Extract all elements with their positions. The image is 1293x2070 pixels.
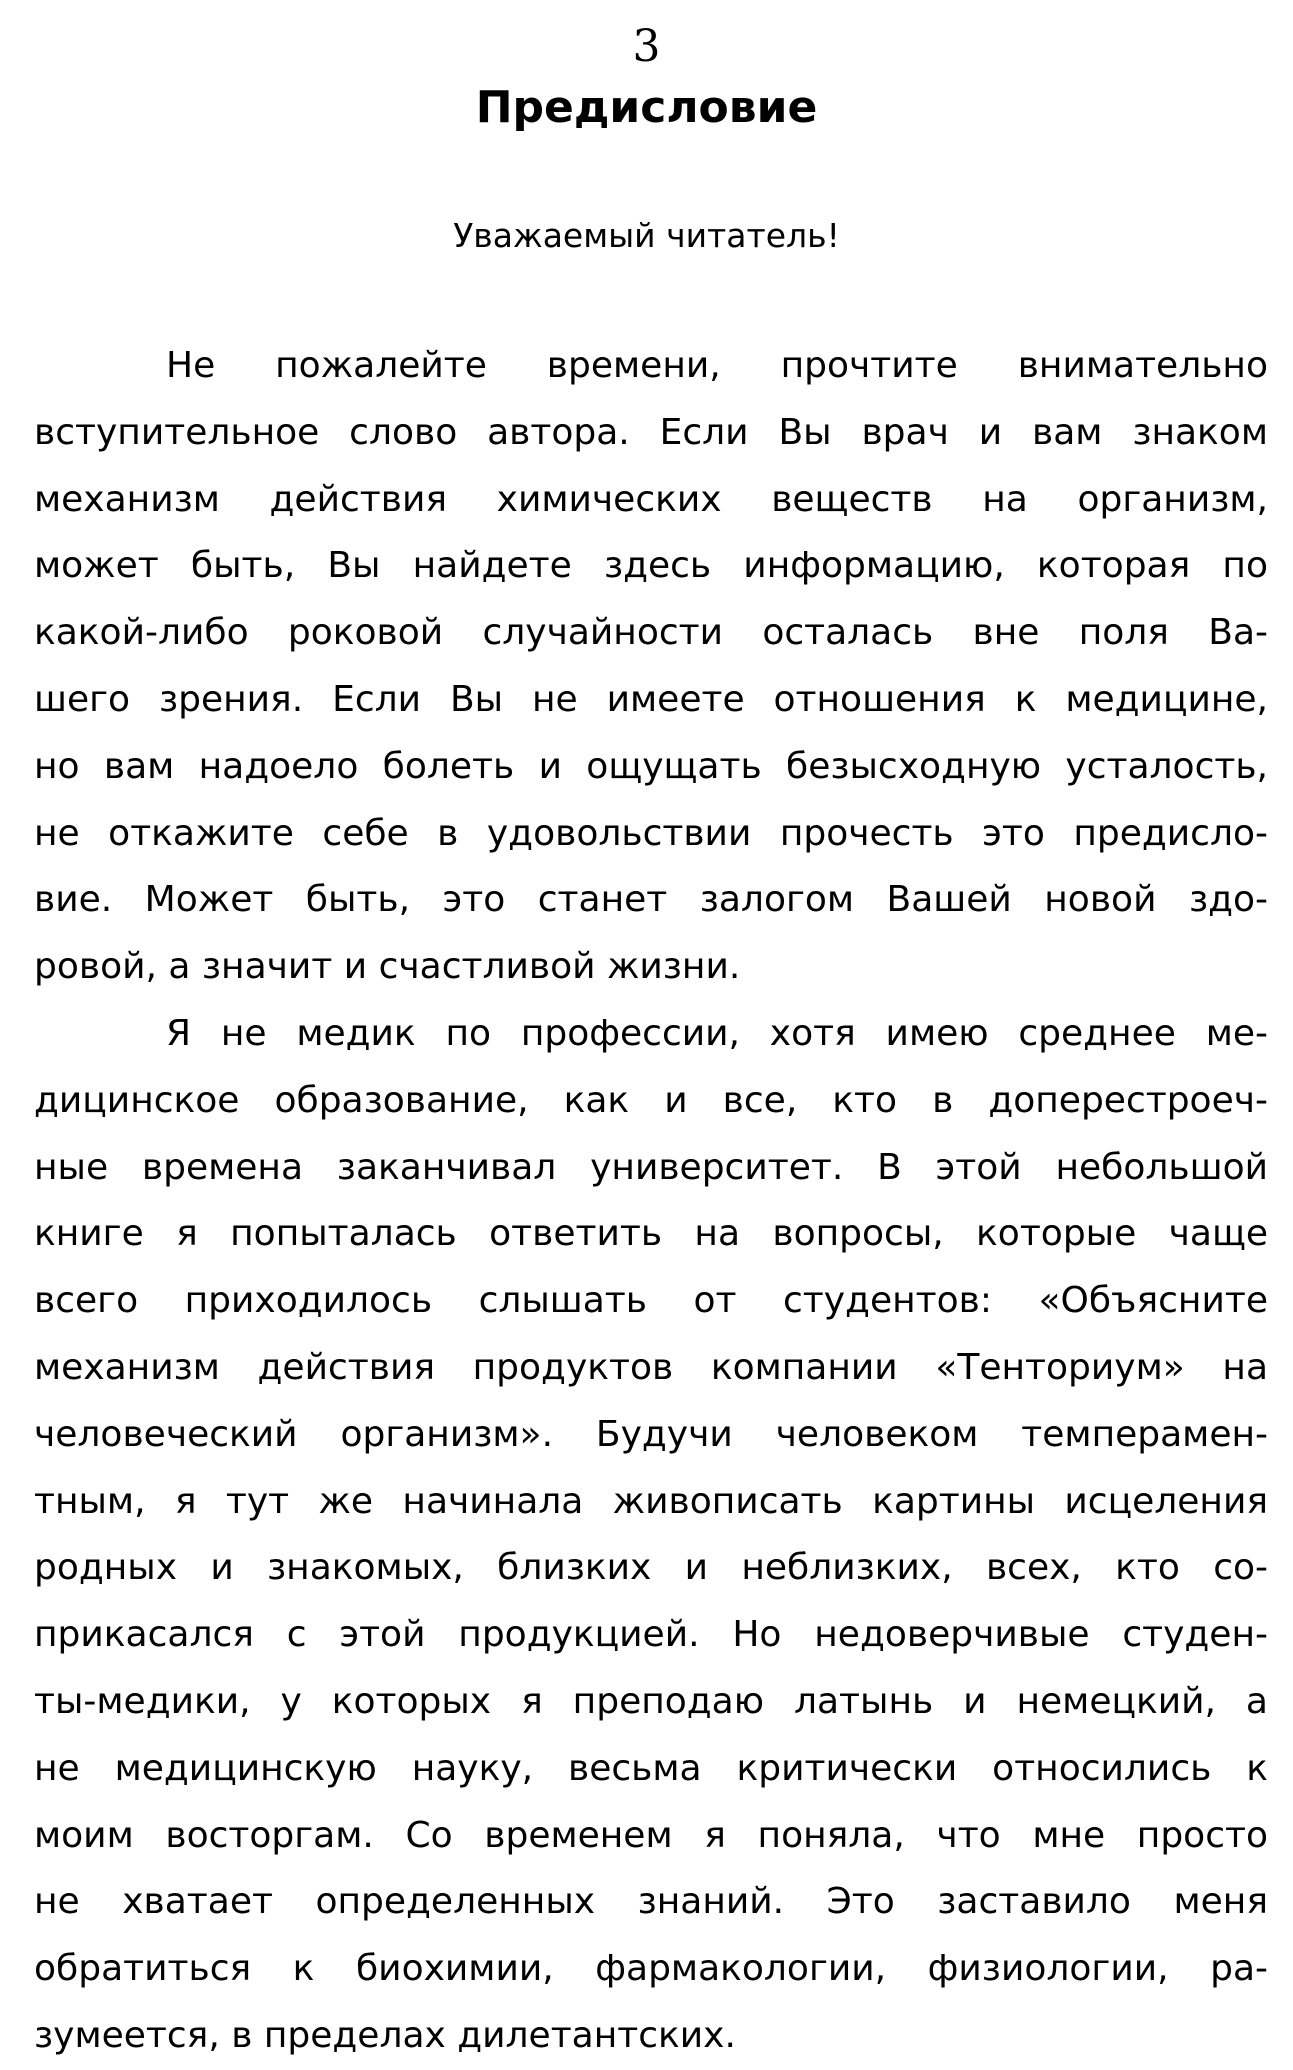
text-line: дицинское образование, как и все, кто в доперестроеч- xyxy=(34,1079,1268,1121)
text-line: родных и знакомых, близких и неблизких, всех, кто со- xyxy=(34,1547,1268,1589)
text-line: зумеется, в пределах дилетантских. xyxy=(34,2014,736,2056)
chapter-title: Предисловие xyxy=(475,82,818,133)
text-line: всего приходилось слышать от студентов: «Объясните xyxy=(34,1280,1268,1322)
text-line: механизм действия химических веществ на организм, xyxy=(34,478,1268,520)
text-line: Не пожалейте времени, прочтите внимательно xyxy=(166,345,1268,386)
salutation: Уважаемый читатель! xyxy=(453,216,840,255)
text-line: какой-либо роковой случайности осталась вне поля Ва- xyxy=(34,612,1268,654)
text-line: человеческий организм». Будучи человеком темперамен- xyxy=(34,1413,1268,1455)
text-line: не откажите себе в удовольствии прочесть это предисло- xyxy=(34,812,1268,854)
text-line: не хватает определенных знаний. Это заставило меня xyxy=(34,1881,1268,1923)
text-line: шего зрения. Если Вы не имеете отношения к медицине, xyxy=(34,678,1268,720)
text-line: обратиться к биохимии, фармакологии, физиологии, ра- xyxy=(34,1948,1268,1990)
text-line: механизм действия продуктов компании «Тенториум» на xyxy=(34,1346,1268,1388)
text-line: вие. Может быть, это станет залогом Вашей новой здо- xyxy=(34,879,1268,921)
text-line: но вам надоело болеть и ощущать безысходную усталость, xyxy=(34,745,1268,787)
text-line: прикасался с этой продукцией. Но недоверчивые студен- xyxy=(34,1614,1268,1656)
page-number: 3 xyxy=(632,21,661,72)
text-line: Я не медик по профессии, хотя имею среднее ме- xyxy=(166,1012,1268,1054)
text-line: ные времена заканчивал университет. В этой небольшой xyxy=(34,1146,1268,1188)
text-line: книге я попыталась ответить на вопросы, которые чаще xyxy=(34,1213,1268,1255)
text-line: не медицинскую науку, весьма критически относились к xyxy=(34,1747,1268,1789)
text-line: тным, я тут же начинала живописать картины исцеления xyxy=(34,1480,1268,1522)
text-line: ровой, а значит и счастливой жизни. xyxy=(34,946,741,988)
body-text xyxy=(34,333,1268,2070)
text-line: вступительное слово автора. Если Вы врач и вам знаком xyxy=(34,411,1268,453)
text-line: моим восторгам. Со временем я поняла, что мне просто xyxy=(34,1814,1268,1856)
text-line: может быть, Вы найдете здесь информацию, которая по xyxy=(34,545,1268,587)
text-line: ты-медики, у которых я преподаю латынь и немецкий, а xyxy=(34,1680,1268,1722)
